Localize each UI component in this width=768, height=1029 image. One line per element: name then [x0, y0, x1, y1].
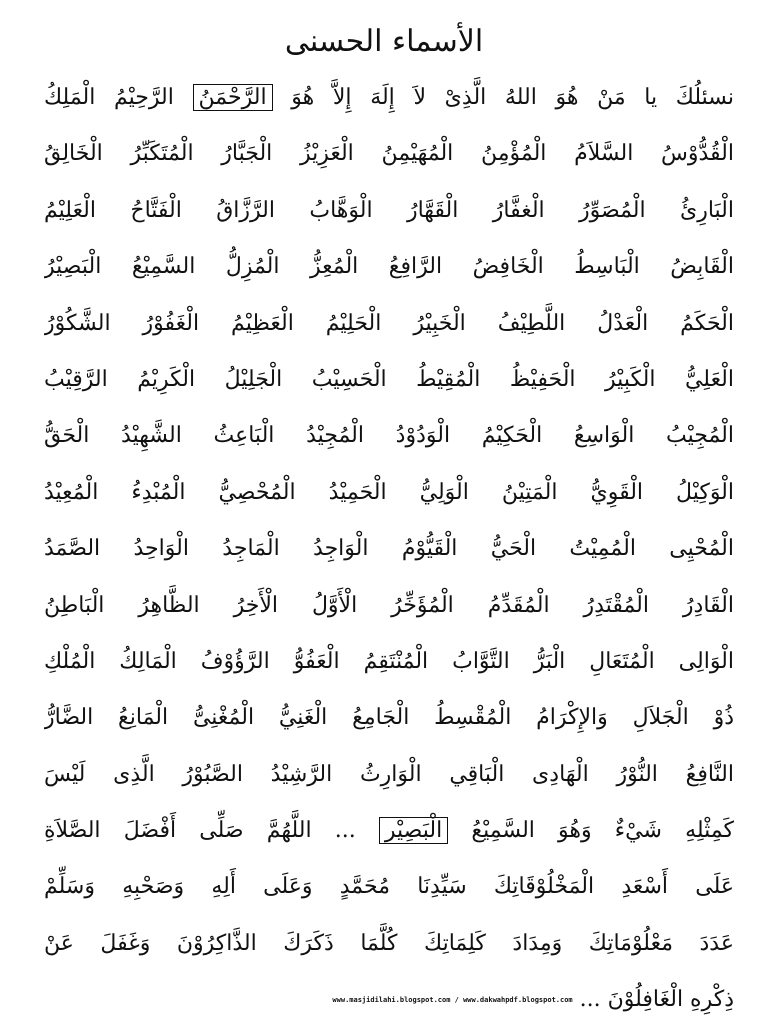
text-line-5 — [44, 296, 734, 352]
text-line-14 — [44, 803, 734, 859]
text-segment: الْقُدُّوْسُ السَّلاَمُ الْمُؤْمِنُ الْمُهَيْمِنُ الْعَزِيْزُ الْجَبَّارُ الْمُتَكَبِّرُ الْخَالِقُ — [44, 141, 734, 167]
text-line-10 — [44, 578, 734, 634]
boxed-word: الرَّحْمَنُ — [193, 84, 273, 111]
text-segment: عَدَدَ مَعْلُوْمَاتِكَ وَمِدَادَ كَلِمَاتِكَ كُلَّمَا ذَكَرَكَ الذَّاكِرُوْنَ وَغَفَلَ عَنْ — [44, 930, 734, 956]
text-line-13 — [44, 747, 734, 803]
text-segment: الْبَارِئُ الْمُصَوِّرُ الْغفَّارُ الْقَهَّارُ الْوَهَّابُ الرَّزَّاقُ الْفَتَّاحُ الْعَلِيْمُ — [44, 197, 734, 223]
text-segment: الْمُجِيْبُ الْوَاسِعُ الْحَكِيْمُ الْوَدُوْدُ الْمُجِيْدُ الْبَاعِثُ الشَّهِيْدُ الْحَقُّ — [44, 423, 734, 449]
text-segment: الْقَابِضُ الْبَاسِطُ الْخَافِضُ الرَّافِعُ الْمُعِزُّ الْمُزِلُّ السَّمِيْعُ الْبَصِيْرُ — [44, 254, 734, 280]
text-line-6 — [44, 352, 734, 408]
website-credit: www.masjidilahi.blogspot.com / www.dakwahpdf.blogspot.com — [332, 996, 573, 1005]
page-title: الأسماء الحسنى — [284, 24, 484, 59]
text-line-8 — [44, 465, 734, 521]
text-line-3 — [44, 183, 734, 239]
names-text — [44, 70, 734, 1029]
text-segment: الْوَكِيْلُ الْقَوِيُّ الْمَتِيْنُ الْوَلِيُّ الْحَمِيْدُ الْمُحْصِيُّ الْمُبْدِءُ الْمُعِيْدُ — [44, 479, 734, 505]
boxed-word: الْبَصِيْر — [379, 817, 448, 844]
text-line-16 — [44, 916, 734, 972]
text-line-4 — [44, 239, 734, 295]
text-segment: الْعَلِيُّ الْكَبِيْرُ الْحَفِيْظُ الْمُقِيْطُ الْحَسِيْبُ الْجَلِيْلُ الْكَرِيْمُ الرَّقِيْبُ — [44, 366, 734, 392]
text-segment: الْوَالِى الْمُتَعَالِ الْبَرُّ التَّوَّابُ الْمُنْتَقِمُ الْعَفُوُّ الرَّؤُوْفُ الْمَالِكُ الْمُلْكِ — [44, 648, 734, 674]
text-segment: الْمُحْيِى الْمُمِيْتُ الْحَيُّ الْقَيُّوْمُ الْوَاجِدُ الْمَاجِدُ الْوَاحِدُ الصَّمَدُ — [44, 536, 734, 562]
text-segment: نسئلُكَ يا مَنْ هُوَ اللهُ الَّذِىْ لاَ إِلَهَ إِلاَّ هُوَ — [291, 85, 734, 110]
text-line-15 — [44, 859, 734, 915]
text-line-17 — [44, 972, 734, 1028]
text-segment: ... اللَّهُمَّ صَلِّى أَفْضَلَ الصَّلاَةِ — [44, 818, 356, 844]
text-segment: النَّافِعُ النُّوْرُ الْهَادِى الْبَاقِي الْوَارِثُ الرَّشِيْدُ الصَّبُوْرُ الَّذِى لَيْسَ — [44, 761, 734, 787]
text-segment: الْقَادِرُ الْمُقْتَدِرُ الْمُقَدِّمُ الْمُؤَخِّرُ الْأَوَّلُ الْأَخِرُ الظَّاهِرُ الْبَاطِنُ — [44, 592, 734, 618]
text-segment: ذِكْرِهِ الْغَافِلُوْنَ ... — [579, 987, 734, 1013]
text-line-11 — [44, 634, 734, 690]
text-line-9 — [44, 521, 734, 577]
text-line-1 — [44, 70, 734, 126]
text-line-12 — [44, 690, 734, 746]
text-line-7 — [44, 408, 734, 464]
text-line-2 — [44, 126, 734, 182]
text-segment: الْحَكَمُ الْعَدْلُ اللَّطِيْفُ الْخَبِيْرُ الْحَلِيْمُ الْعَظِيْمُ الْغَفُوْرُ الشَّكُوْرُ — [44, 310, 734, 336]
text-segment: عَلَى أَسْعَدِ الْمَخْلُوْقَاتِكَ سَيِّدِنَا مُحَمَّدٍ وَعَلَى أَلِهِ وَصَحْبِهِ وَسَلِّمْ — [44, 874, 734, 900]
text-segment: ذُوْ الْجَلاَلِ وَالإِكْرَامُ الْمُقْسِطُ الْجَامِعُ الْغَنِيُّ الْمُغْنِىُّ الْمَانِعُ الضَّارُّ — [44, 705, 734, 731]
text-segment: الرَّحِيْمُ الْمَلِكُ — [44, 85, 174, 110]
text-segment: كَمِثْلِهِ شَيْءٌ وَهُوَ السَّمِيْعُ — [471, 818, 734, 844]
